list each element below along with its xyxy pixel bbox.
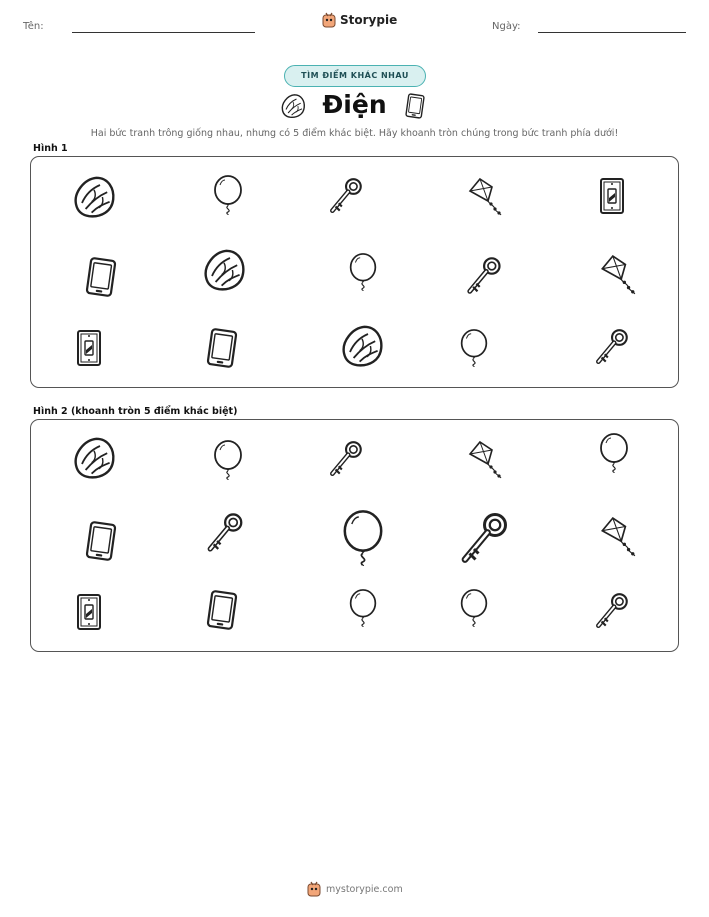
picture2-balloon-icon[interactable] (344, 589, 382, 627)
tablet-icon (401, 92, 429, 120)
name-line[interactable] (72, 32, 255, 33)
picture2-balloon-icon[interactable] (594, 433, 634, 473)
picture2-balloon-icon[interactable] (455, 589, 493, 627)
picture1-rock-icon[interactable] (200, 246, 248, 294)
page-title: Điện (322, 90, 387, 119)
picture1-key-icon[interactable] (324, 176, 366, 218)
storypie-mascot-icon (322, 12, 336, 28)
picture1-switch-icon[interactable] (592, 176, 632, 216)
picture2-key-icon[interactable] (324, 439, 366, 481)
footer-site[interactable]: mystorypie.com (326, 883, 403, 895)
footer (307, 881, 403, 897)
picture2-balloon-icon[interactable] (208, 440, 248, 480)
picture2-label: Hình 2 (khoanh tròn 5 điểm khác biệt) (33, 406, 238, 417)
picture1-rock-icon[interactable] (70, 173, 118, 221)
name-label: Tên: (23, 21, 44, 32)
picture2-switch-icon[interactable] (69, 592, 109, 632)
picture1-tablet-icon[interactable] (200, 326, 244, 370)
picture1-key-icon[interactable] (461, 255, 505, 299)
topic-badge: TÌM ĐIỂM KHÁC NHAU (284, 65, 426, 87)
picture2-tablet-icon[interactable] (79, 519, 123, 563)
picture2-key-icon[interactable] (201, 511, 247, 557)
picture1-balloon-icon[interactable] (344, 253, 382, 291)
picture2-key-icon[interactable] (453, 510, 513, 570)
picture2-tablet-icon[interactable] (200, 588, 244, 632)
picture2-balloon-icon[interactable] (335, 510, 391, 566)
instructions: Hai bức tranh trông giống nhau, nhưng có 5 điểm khác biệt. Hãy khoanh tròn chúng trong bức tranh phía dưới! (90, 128, 619, 139)
picture1-tablet-icon[interactable] (79, 255, 123, 299)
picture2-kite-icon[interactable] (464, 440, 504, 480)
picture1-kite-icon[interactable] (596, 254, 638, 296)
date-label: Ngày: (492, 21, 521, 32)
picture1-switch-icon[interactable] (69, 328, 109, 368)
brand-logo (322, 12, 397, 28)
picture2-rock-icon[interactable] (70, 434, 118, 482)
brand-name: Storypie (340, 13, 398, 27)
picture1-kite-icon[interactable] (464, 177, 504, 217)
storypie-mascot-icon (307, 881, 321, 897)
picture1-balloon-icon[interactable] (455, 329, 493, 367)
picture2-kite-icon[interactable] (596, 516, 638, 558)
picture1-balloon-icon[interactable] (208, 175, 248, 215)
date-line[interactable] (538, 32, 686, 33)
picture1-label: Hình 1 (33, 143, 68, 154)
picture1-key-icon[interactable] (590, 327, 632, 369)
picture1-rock-icon[interactable] (338, 322, 386, 370)
picture2-key-icon[interactable] (590, 591, 632, 633)
